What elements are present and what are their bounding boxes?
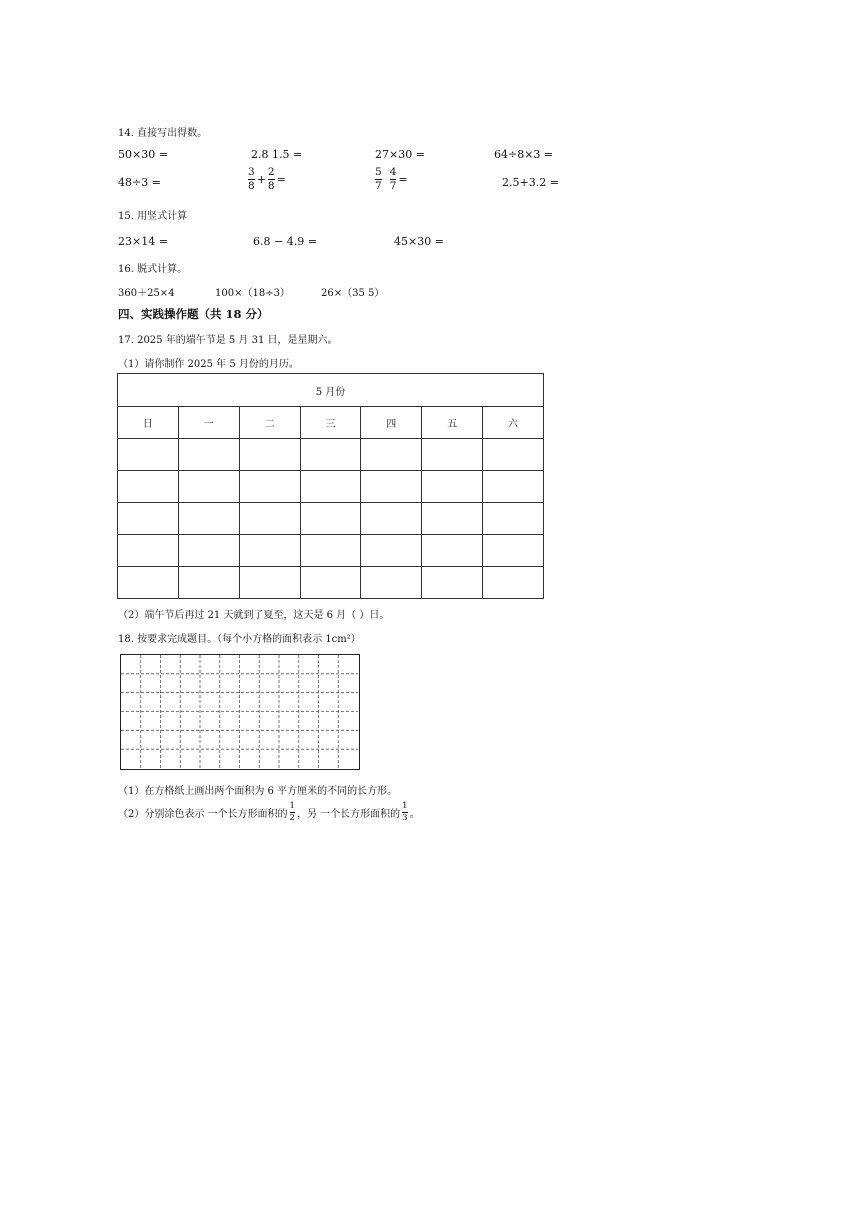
- q17-part2: （2）端午节后再过 21 天就到了夏至，这天是 6 月（ ）日。: [118, 610, 390, 621]
- q14-item-3: 27×30 =: [375, 148, 425, 161]
- q18-part2-text-a: （2）分别涂色表示 一个长方形面积的: [118, 808, 288, 820]
- q15-title: 15. 用竖式计算: [118, 211, 188, 222]
- day-cell[interactable]: [239, 439, 300, 471]
- day-cell[interactable]: [483, 471, 544, 503]
- fraction: [248, 167, 255, 191]
- weekday-cell: 一: [178, 407, 239, 439]
- denominator: 7: [389, 179, 397, 192]
- q14-item-2: 2.8 1.5 =: [251, 148, 303, 161]
- q14-item-4: 64÷8×3 =: [494, 148, 554, 161]
- q14-item-7: [375, 167, 408, 191]
- q16-item-2: 100×（18÷3）: [215, 288, 290, 299]
- weekday-cell: 三: [300, 407, 361, 439]
- day-cell[interactable]: [422, 503, 483, 535]
- fraction: [375, 167, 382, 191]
- operator: +: [256, 172, 266, 186]
- numerator: 3: [248, 166, 255, 178]
- day-cell[interactable]: [300, 535, 361, 567]
- day-cell[interactable]: [118, 503, 179, 535]
- q16-item-3: 26×（35 5）: [321, 288, 385, 299]
- day-cell[interactable]: [422, 535, 483, 567]
- day-cell[interactable]: [361, 439, 422, 471]
- q14-item-8: 2.5+3.2 =: [502, 176, 559, 189]
- weekday-cell: 二: [239, 407, 300, 439]
- day-cell[interactable]: [178, 503, 239, 535]
- day-cell[interactable]: [178, 471, 239, 503]
- numerator: 1: [402, 801, 408, 811]
- weekday-cell: 六: [483, 407, 544, 439]
- day-cell[interactable]: [118, 439, 179, 471]
- day-cell[interactable]: [300, 439, 361, 471]
- day-cell[interactable]: [239, 535, 300, 567]
- day-cell[interactable]: [483, 503, 544, 535]
- q15-item-3: 45×30 =: [394, 235, 444, 248]
- denominator: 2: [289, 812, 295, 823]
- q17-title: 17. 2025 年的端午节是 5 月 31 日，是星期六。: [118, 335, 338, 346]
- denominator: 7: [375, 179, 382, 192]
- numerator: 4: [389, 166, 397, 178]
- day-cell[interactable]: [361, 503, 422, 535]
- day-cell[interactable]: [300, 471, 361, 503]
- grid-lines: [121, 655, 358, 768]
- q15-item-1: 23×14 =: [118, 235, 168, 248]
- day-cell[interactable]: [422, 567, 483, 599]
- q18-title: 18. 按要求完成题目。（每个小方格的面积表示 1cm²）: [118, 634, 361, 645]
- q14-title: 14. 直接写出得数。: [118, 128, 208, 139]
- day-cell[interactable]: [422, 471, 483, 503]
- q18-part2-text-c: 。: [409, 808, 420, 820]
- day-cell[interactable]: [239, 471, 300, 503]
- equals: =: [276, 172, 286, 186]
- q14-item-1: 50×30 =: [118, 148, 168, 161]
- day-cell[interactable]: [239, 503, 300, 535]
- day-cell[interactable]: [483, 439, 544, 471]
- day-cell[interactable]: [178, 567, 239, 599]
- denominator: 8: [267, 179, 275, 192]
- q16-title: 16. 脱式计算。: [118, 264, 188, 275]
- day-cell[interactable]: [178, 439, 239, 471]
- day-cell[interactable]: [422, 439, 483, 471]
- q16-item-1: 360＋25×4: [118, 288, 175, 299]
- day-cell[interactable]: [483, 567, 544, 599]
- day-cell[interactable]: [300, 503, 361, 535]
- fraction: [390, 167, 397, 191]
- day-cell[interactable]: [239, 567, 300, 599]
- q14-item-6: [248, 167, 286, 191]
- day-cell[interactable]: [118, 567, 179, 599]
- numerator: 1: [289, 801, 295, 811]
- numerator: 5: [375, 166, 382, 178]
- denominator: 3: [402, 812, 408, 823]
- grid-paper[interactable]: [120, 654, 360, 770]
- q15-item-2: 6.8 − 4.9 =: [253, 235, 317, 248]
- q18-part1: （1）在方格纸上画出两个面积为 6 平方厘米的不同的长方形。: [118, 786, 398, 797]
- q18-part2-text-b: ，另 一个长方形面积的: [296, 808, 401, 820]
- q18-part2: [118, 802, 420, 822]
- day-cell[interactable]: [118, 471, 179, 503]
- weekday-cell: 四: [361, 407, 422, 439]
- numerator: 2: [267, 166, 275, 178]
- calendar-table: [117, 373, 544, 599]
- section-heading: 四、实践操作题（共 18 分）: [118, 307, 269, 321]
- fraction: [402, 802, 407, 822]
- q14-item-5: 48÷3 =: [118, 176, 161, 189]
- day-cell[interactable]: [178, 535, 239, 567]
- day-cell[interactable]: [361, 535, 422, 567]
- day-cell[interactable]: [361, 567, 422, 599]
- weekday-cell: 五: [422, 407, 483, 439]
- fraction: [268, 167, 275, 191]
- fraction: [290, 802, 295, 822]
- weekday-cell: 日: [118, 407, 179, 439]
- day-cell[interactable]: [361, 471, 422, 503]
- calendar-month-title: 5 月份: [118, 374, 544, 407]
- day-cell[interactable]: [118, 535, 179, 567]
- denominator: 8: [248, 179, 255, 192]
- day-cell[interactable]: [300, 567, 361, 599]
- q17-part1: （1）请你制作 2025 年 5 月份的月历。: [118, 359, 299, 370]
- equals: =: [398, 172, 408, 186]
- day-cell[interactable]: [483, 535, 544, 567]
